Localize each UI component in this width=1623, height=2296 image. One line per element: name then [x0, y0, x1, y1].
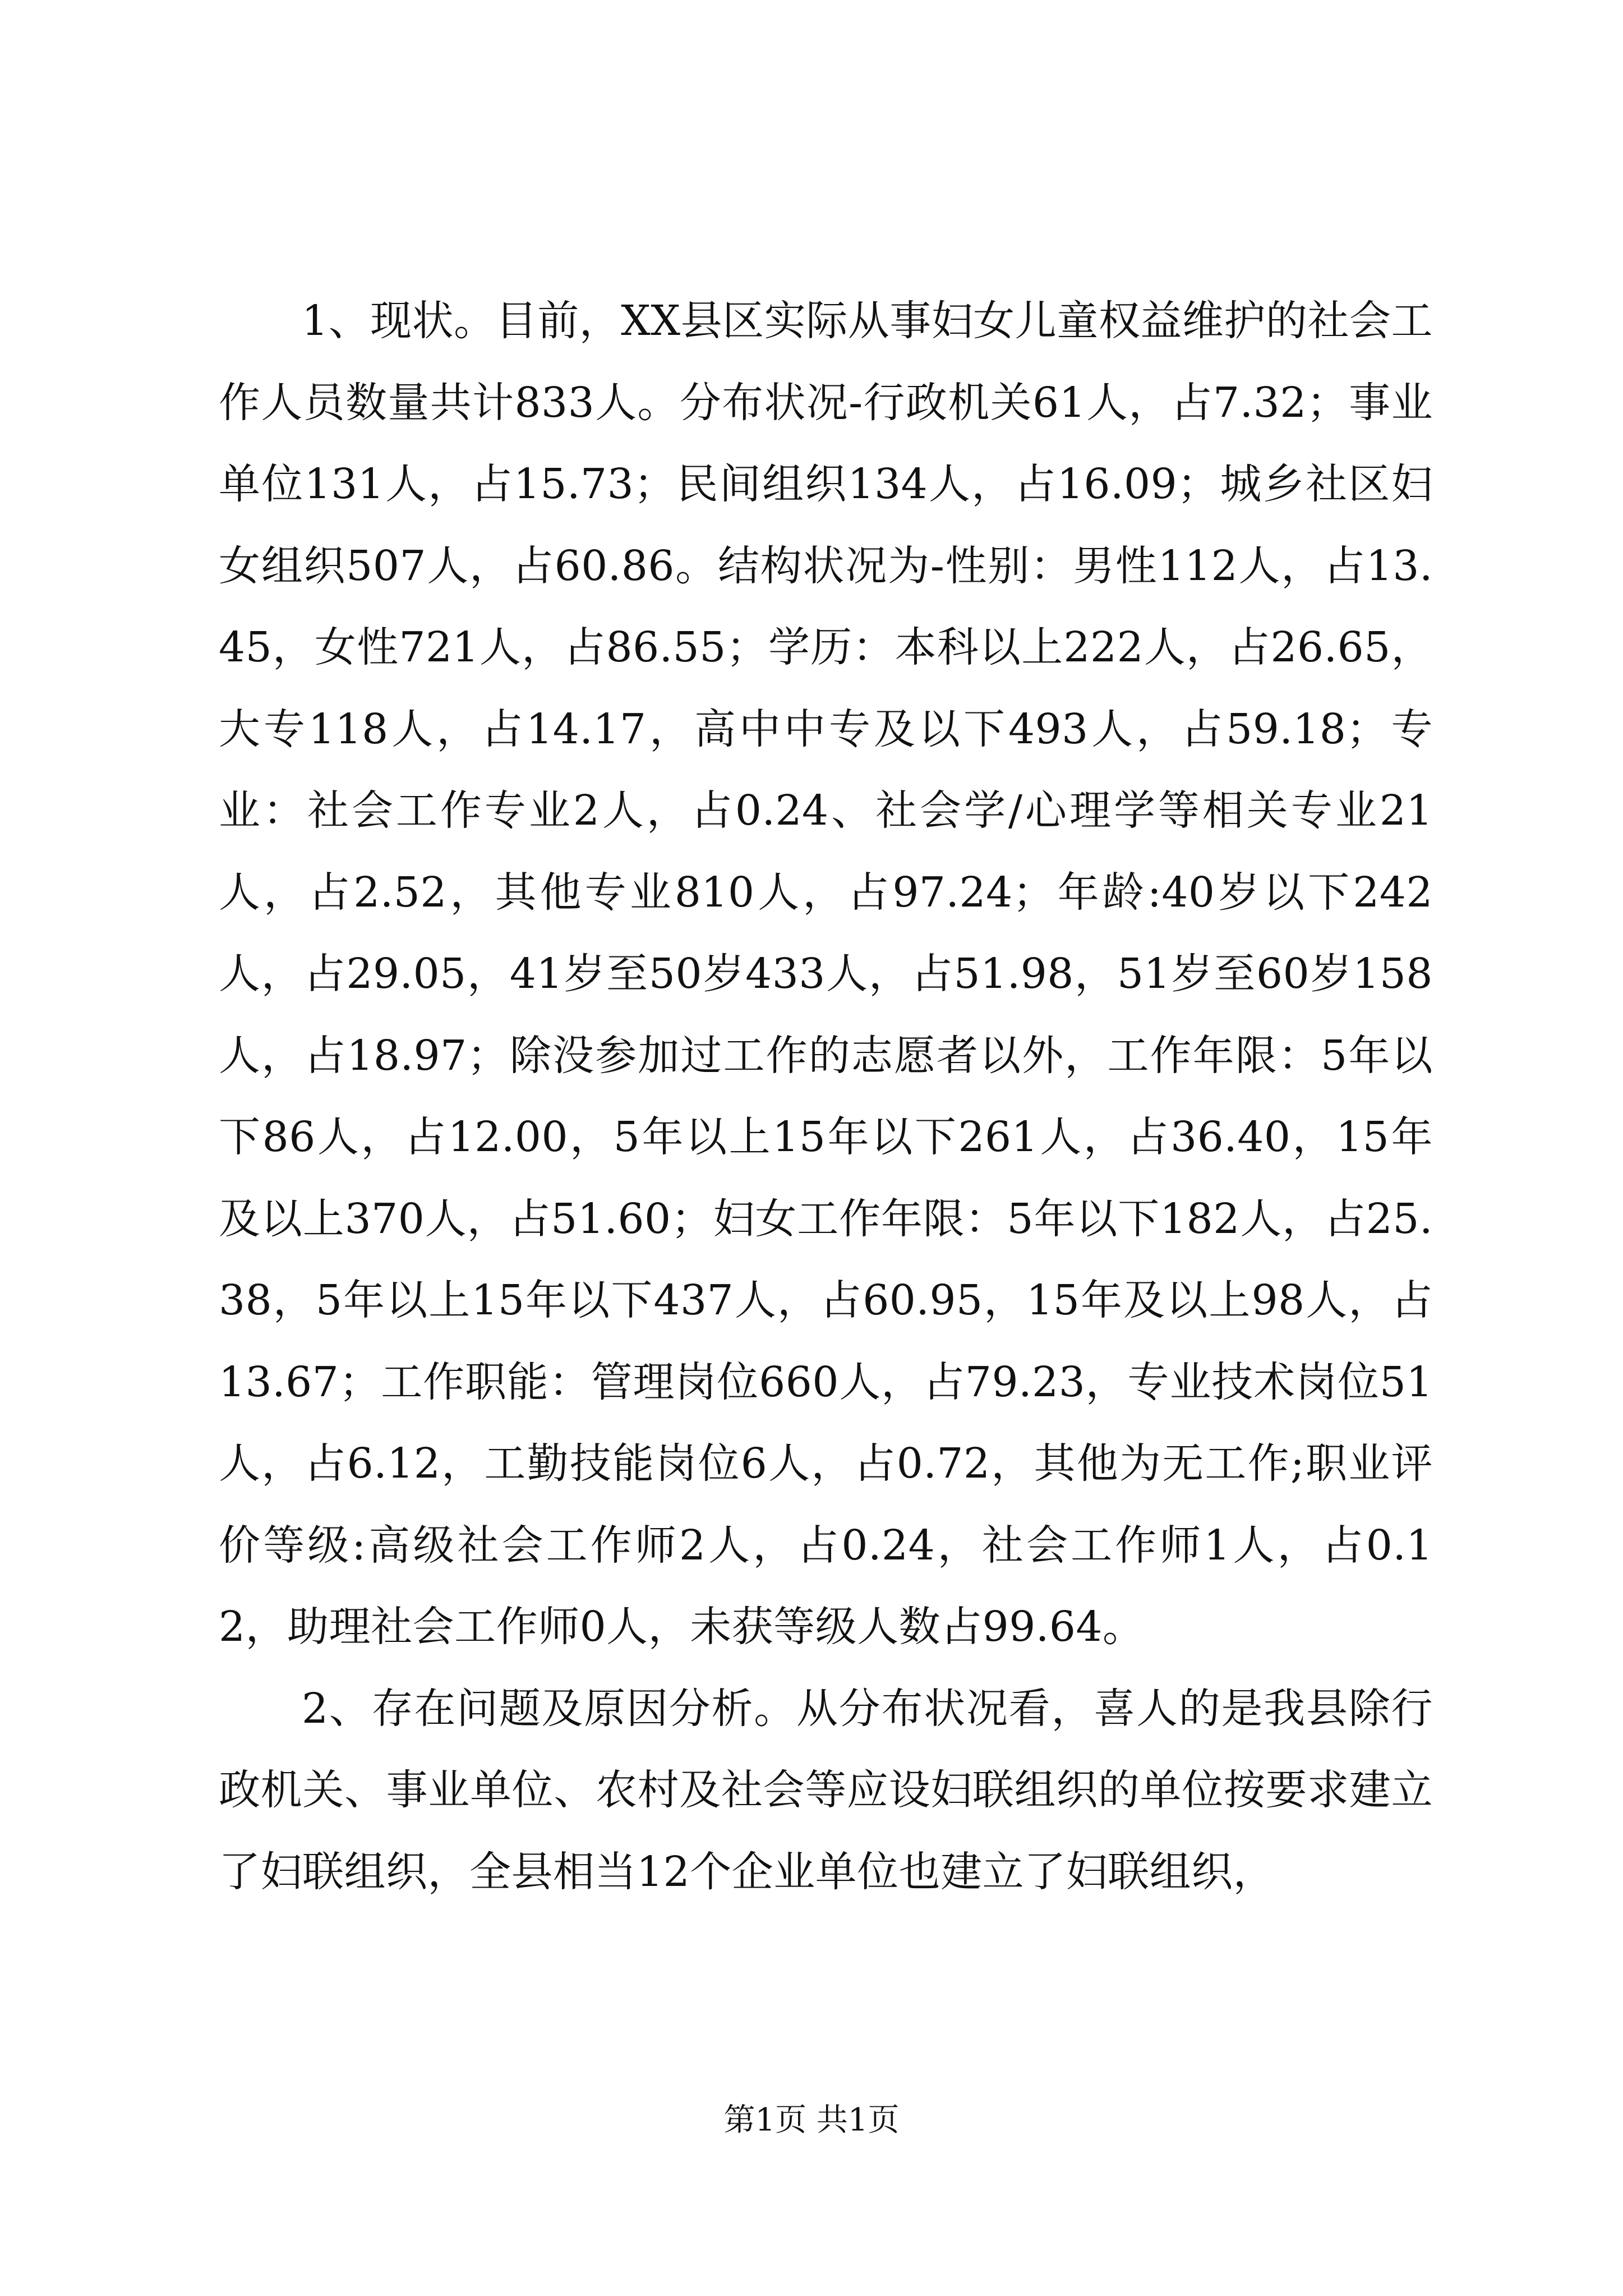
paragraph-status: 1、现状。目前，XX县区实际从事妇女儿童权益维护的社会工作人员数量共计833人。分布状况-行政机关61人，占7.32；事业单位131人，占15.73；民间组织134人，占16.09；城乡社区妇女组织507人，占60.86。结构状况为-性别：男性112人，占13.45，女性721人，占86.55；学历：本科以上222人，占26.65，大专118人，占14.17，高中中专及以下493人，占59.18；专业：社会工作专业2人，占0.24、社会学/心理学等相关专业21人，占2.52，其他专业810人，占97.24；年龄:40岁以下242人，占29.05，41岁至50岁433人，占51.98，51岁至60岁158人，占18.97；除没参加过工作的志愿者以外，工作年限：5年以下86人，占12.00，5年以上15年以下261人，占36.40，15年及以上370人，占51.60；妇女工作年限：5年以下182人，占25.38，5年以上15年以下437人，占60.95，15年及以上98人，占13.67；工作职能：管理岗位660人，占79.23，专业技术岗位51人，占6.12，工勤技能岗位6人，占0.72，其他为无工作;职业评价等级:高级社会工作师2人，占0.24，社会工作师1人，占0.12，助理社会工作师0人，未获等级人数占99.64。	[219, 297, 1433, 1651]
paragraph-problems-analysis: 2、存在问题及原因分析。从分布状况看，喜人的是我县除行政机关、事业单位、农村及社会等应设妇联组织的单位按要求建立了妇联组织，全县相当12个企业单位也建立了妇联组织，	[219, 1684, 1433, 1896]
page-footer: 第1页 共1页	[723, 2102, 900, 2138]
document-body	[219, 280, 1433, 1913]
